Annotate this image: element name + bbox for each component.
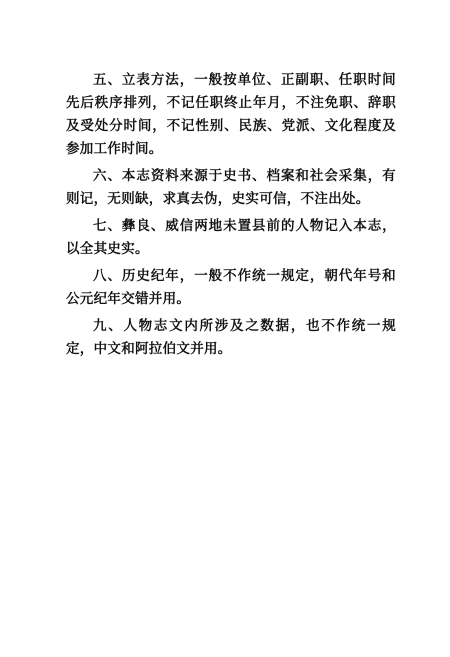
paragraph-5: 五、立表方法，一般按单位、正副职、任职时间先后秩序排列，不记任职终止年月，不注免职、辞职及受处分时间，不记性别、民族、党派、文化程度及参加工作时间。: [66, 72, 396, 157]
paragraph-8: 八、历史纪年，一般不作统一规定，朝代年号和公元纪年交错并用。: [66, 268, 396, 307]
paragraph-7: 七、彝良、威信两地未置县前的人物记入本志，以全其史实。: [66, 218, 396, 257]
document-body: [66, 69, 396, 365]
paragraph-6: 六、本志资料来源于史书、档案和社会采集，有则记，无则缺，求真去伪，史实可信，不注出处。: [66, 168, 396, 207]
paragraph-9: 九、人物志文内所涉及之数据，也不作统一规定，中文和阿拉伯文并用。: [66, 318, 396, 357]
